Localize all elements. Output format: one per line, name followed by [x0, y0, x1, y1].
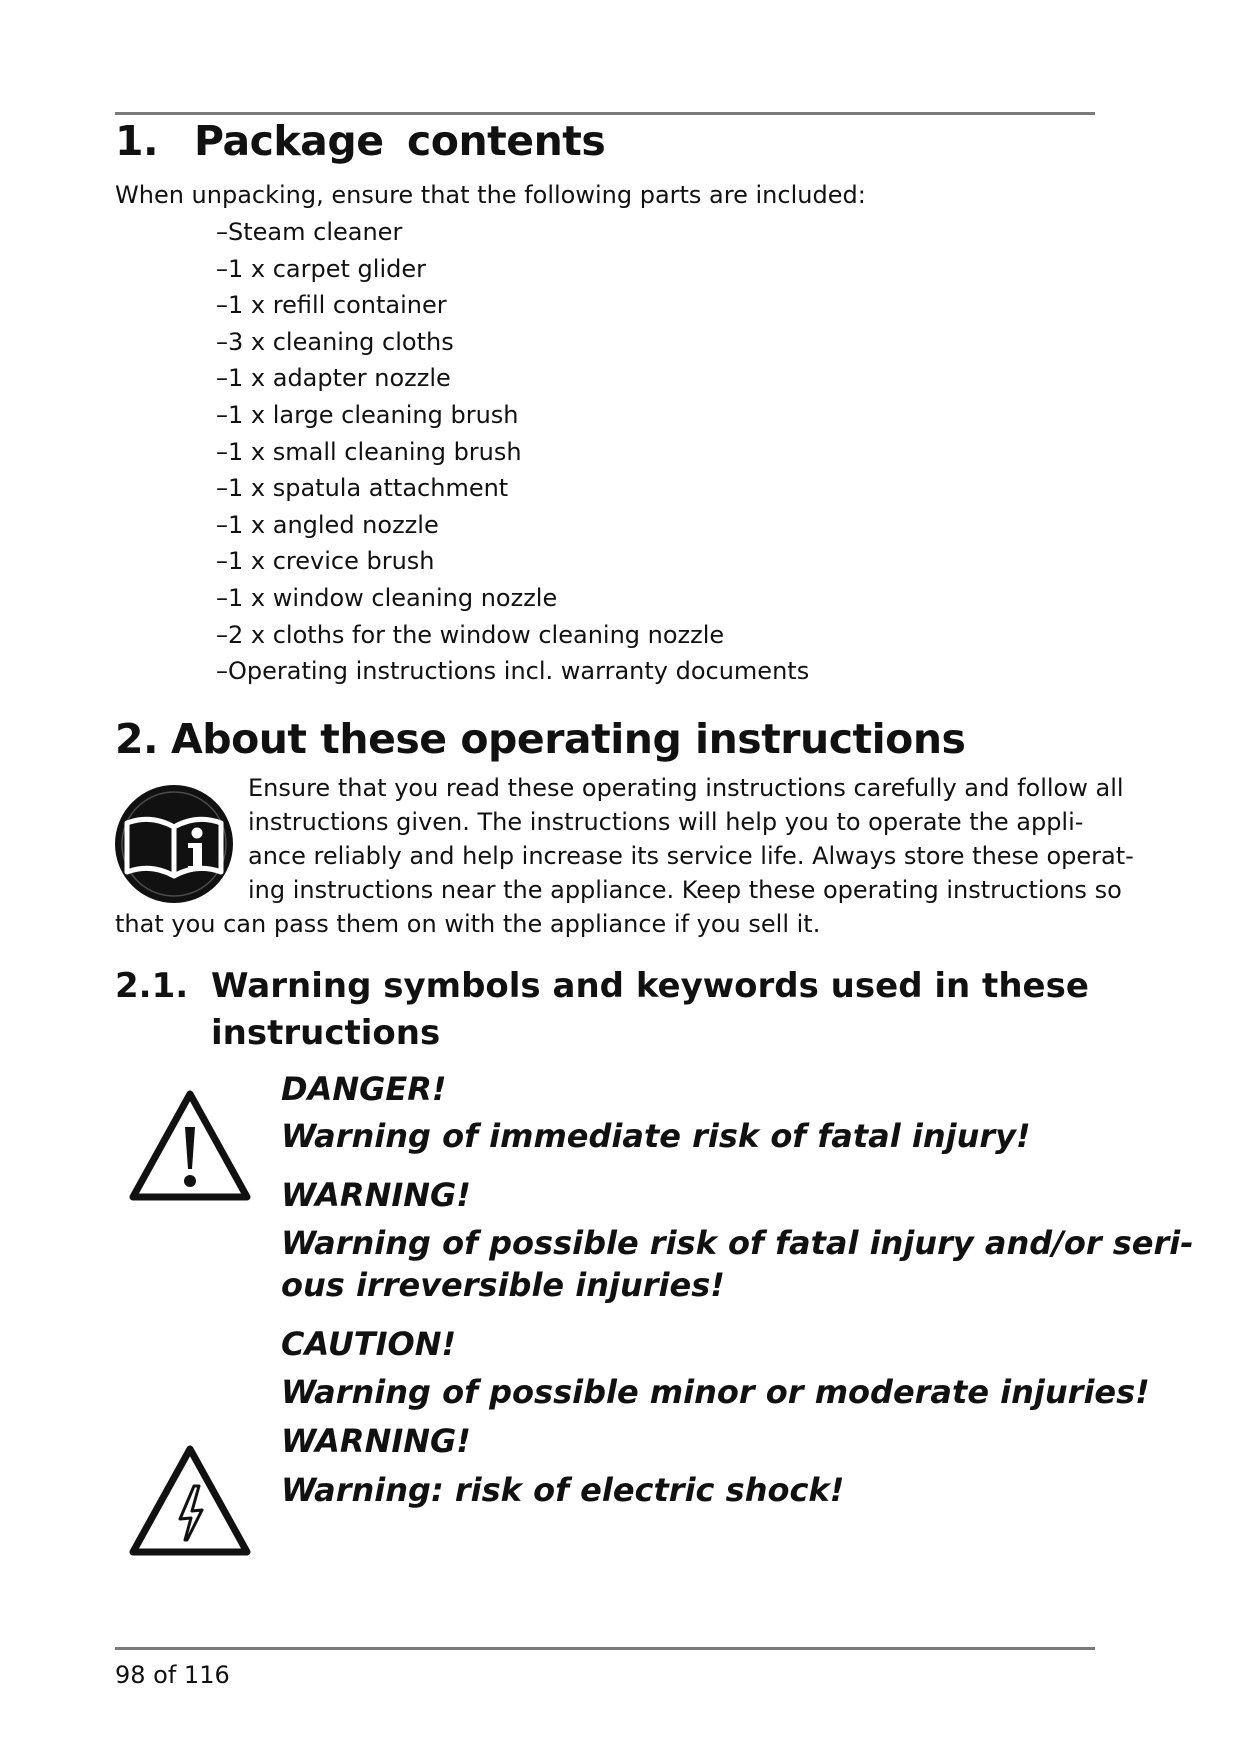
package-contents-list	[216, 214, 809, 690]
section-2-1-number: 2.1.	[115, 966, 189, 1006]
section-1-intro: When unpacking, ensure that the following parts are included:	[115, 181, 866, 209]
danger-text: Warning of immediate risk of fatal injury!	[281, 1117, 1031, 1155]
section-2-heading	[115, 715, 965, 763]
list-item: –Operating instructions incl. warranty documents	[216, 657, 810, 686]
paragraph-line: ing instructions near the appliance. Keep these operating instructions so	[248, 876, 1122, 904]
list-item: –1 x refill container	[216, 291, 447, 320]
electric-warning-text: Warning: risk of electric shock!	[281, 1471, 845, 1509]
section-2-title: About these operating instructions	[171, 715, 966, 763]
section-1-title-word-1: Package	[194, 117, 384, 165]
section-1-title-word-2: contents	[407, 117, 606, 165]
list-item: –1 x crevice brush	[216, 547, 435, 576]
page-number: 98 of 116	[115, 1661, 230, 1689]
top-rule	[115, 112, 1095, 115]
paragraph-line: instructions given. The instructions will help you to operate the appli-	[248, 808, 1084, 836]
list-item: –1 x spatula attachment	[216, 474, 509, 503]
section-1-heading	[115, 117, 605, 165]
section-1-number: 1.	[115, 117, 159, 165]
electric-warning-label: WARNING!	[281, 1422, 471, 1460]
list-item: –2 x cloths for the window cleaning nozzle	[216, 620, 725, 649]
list-item: –Steam cleaner	[216, 218, 403, 246]
warning-text-line-2: ous irreversible injuries!	[281, 1266, 725, 1304]
danger-label: DANGER!	[281, 1070, 447, 1108]
list-item: –1 x angled nozzle	[216, 510, 439, 539]
general-warning-icon	[128, 1089, 252, 1206]
list-item: –1 x carpet glider	[216, 254, 426, 283]
section-2-1-title-line-2: instructions	[211, 1013, 441, 1053]
caution-label: CAUTION!	[281, 1325, 457, 1363]
caution-text: Warning of possible minor or moderate injuries!	[281, 1373, 1150, 1411]
list-item: –1 x window cleaning nozzle	[216, 583, 558, 612]
list-item: –1 x small cleaning brush	[216, 437, 522, 466]
warning-text-line-1: Warning of possible risk of fatal injury and/or seri-	[281, 1224, 1194, 1262]
section-2-paragraph	[115, 771, 1134, 941]
bottom-rule	[115, 1647, 1095, 1650]
section-2-1-heading	[115, 963, 1089, 1057]
list-item: –1 x adapter nozzle	[216, 364, 451, 393]
paragraph-line: that you can pass them on with the appliance if you sell it.	[115, 910, 821, 938]
list-item: –1 x large cleaning brush	[216, 400, 519, 429]
warning-label: WARNING!	[281, 1176, 471, 1214]
paragraph-line: Ensure that you read these operating instructions carefully and follow all	[248, 774, 1124, 802]
section-2-number: 2.	[115, 715, 159, 763]
paragraph-line: ance reliably and help increase its service life. Always store these operat-	[248, 842, 1134, 870]
section-2-1-title-line-1: Warning symbols and keywords used in these	[211, 966, 1089, 1006]
electric-shock-icon	[128, 1444, 252, 1561]
list-item: –3 x cleaning cloths	[216, 327, 454, 356]
